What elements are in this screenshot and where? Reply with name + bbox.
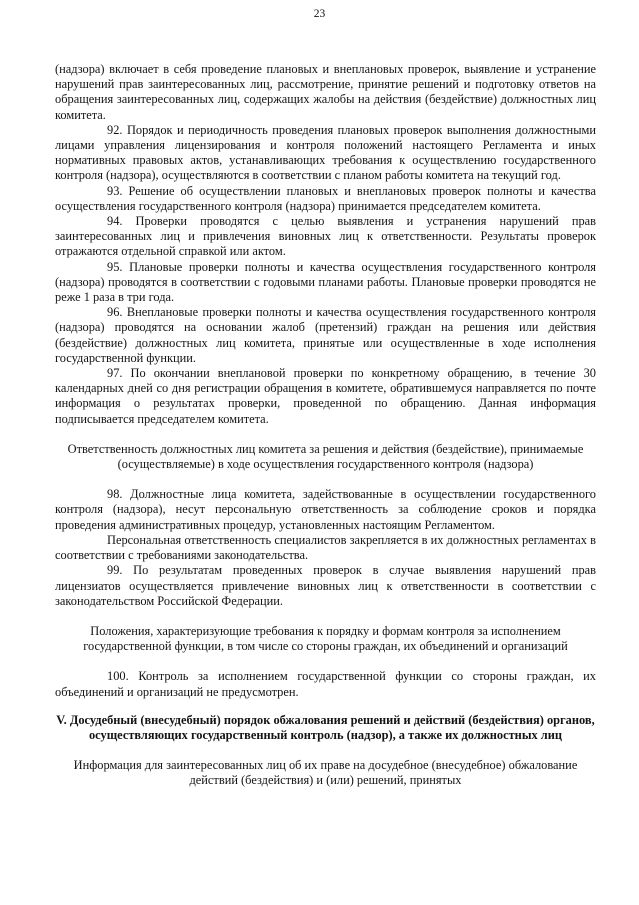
paragraph-97: 97. По окончании внеплановой проверки по конкретному обращению, в течение 30 календарных дней со дня регистрации обращения в комитете, обратившемуся направляется по почте информация о результатах проверки, проведенной по обращению. Данная информация подписывается председателем комитета. [55, 366, 596, 426]
heading-control-forms: Положения, характеризующие требования к порядку и формам контроля за исполнением государственной функции, в том числе со стороны граждан, их объединений и организаций [83, 623, 568, 654]
paragraph-continuation: (надзора) включает в себя проведение плановых и внеплановых проверок, выявление и устранение нарушений прав заинтересованных лиц, рассмотрение, принятие решений и подготовку ответов на обращения заинтересованных лиц, содержащих жалобы на действия (бездействие) должностных лиц комитета. [55, 62, 596, 122]
paragraph-98: 98. Должностные лица комитета, задействованные в осуществлении государственного контроля (надзора), несут персональную ответственность за соблюдение сроков и порядка проведения административных процедур, установленных настоящим Регламентом. [55, 487, 596, 532]
paragraph-95: 95. Плановые проверки полноты и качества осуществления государственного контроля (надзора) проводятся в соответствии с годовыми планами работы. Плановые проверки проводятся не реже 1 раза в три года. [55, 259, 596, 305]
heading-info: Информация для заинтересованных лиц об их праве на досудебное (внесудебное) обжалование действий (бездействия) и (или) решений, принятых [73, 758, 578, 788]
paragraph-94: 94. Проверки проводятся с целью выявления и устранения нарушений прав заинтересованных лиц и привлечения виновных лиц к ответственности. Результаты проверок отражаются отдельной справкой или актом. [55, 214, 596, 259]
paragraph-98-personal: Персональная ответственность специалистов закрепляется в их должностных регламентах в соответствии с требованиями законодательства. [55, 532, 596, 563]
paragraph-93: 93. Решение об осуществлении плановых и внеплановых проверок полноты и качества осуществления государственного контроля (надзора) принимается председателем комитета. [55, 183, 596, 213]
page-number: 23 [313, 8, 326, 20]
paragraph-99: 99. По результатам проведенных проверок в случае выявления нарушений прав лицензиатов осуществляется привлечение виновных лиц к ответственности в соответствии с законодательством Российской Федерации. [55, 563, 596, 608]
heading-responsibility: Ответственность должностных лиц комитета за решения и действия (бездействие), принимаемые (осуществляемые) в ходе осуществления государственного контроля (надзора) [67, 441, 584, 472]
page-content [55, 62, 596, 789]
paragraph-96: 96. Внеплановые проверки полноты и качества осуществления государственного контроля (надзора) проводятся на основании жалоб (претензий) граждан на решения или действия (бездействие) должностных лиц комитета, принятые или осуществленные в ходе исполнения государственной функции. [55, 305, 596, 365]
section-title-v: V. Досудебный (внесудебный) порядок обжалования решений и действий (бездействия) органов, осуществляющих государственный контроль (надзор), а также их должностных лиц [56, 712, 595, 742]
paragraph-100: 100. Контроль за исполнением государственной функции со стороны граждан, их объединений и организаций не предусмотрен. [55, 669, 596, 699]
paragraph-92: 92. Порядок и периодичность проведения плановых проверок выполнения должностными лицами управления лицензирования и контроля положений настоящего Регламента и иных нормативных правовых актов, устанавливающих требования к осуществлению государственного контроля (надзора), осуществляются в соответствии с планом работы комитета на текущий год. [55, 122, 596, 183]
